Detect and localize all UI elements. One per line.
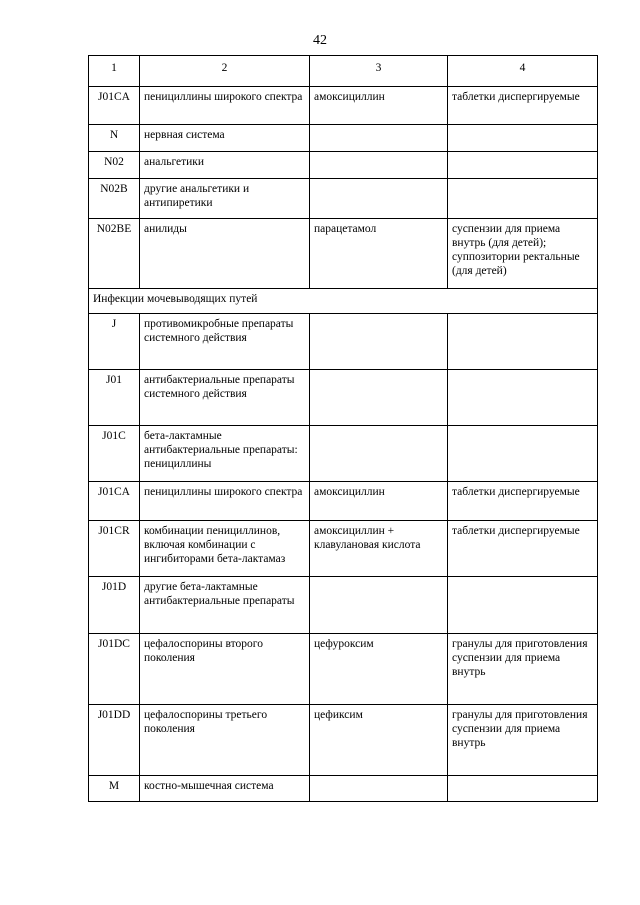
form-cell — [448, 179, 598, 219]
group-cell: цефалоспорины третьего поколения — [140, 705, 310, 776]
table-row — [89, 314, 598, 370]
form-cell: гранулы для приготовления суспензии для приема внутрь — [448, 634, 598, 705]
substance-cell: парацетамол — [310, 219, 448, 289]
group-cell: костно-мышечная система — [140, 776, 310, 802]
group-cell: нервная система — [140, 125, 310, 152]
form-cell: таблетки диспергируемые — [448, 482, 598, 521]
atc-code-cell: J01DD — [89, 705, 140, 776]
atc-code-cell: J01 — [89, 370, 140, 426]
substance-cell: цефуроксим — [310, 634, 448, 705]
substance-cell — [310, 426, 448, 482]
group-cell: противомикробные препараты системного действия — [140, 314, 310, 370]
drug-table — [88, 55, 598, 802]
form-cell — [448, 577, 598, 634]
form-cell: суспензии для приема внутрь (для детей); суппозитории ректальные (для детей) — [448, 219, 598, 289]
substance-cell: амоксициллин + клавулановая кислота — [310, 521, 448, 577]
atc-code-cell: N — [89, 125, 140, 152]
table-row — [89, 705, 598, 776]
header-col-3: 3 — [310, 56, 448, 87]
group-cell: цефалоспорины второго поколения — [140, 634, 310, 705]
header-col-1: 1 — [89, 56, 140, 87]
atc-code-cell: J01CA — [89, 482, 140, 521]
substance-cell: амоксициллин — [310, 482, 448, 521]
substance-cell — [310, 314, 448, 370]
substance-cell — [310, 776, 448, 802]
form-cell: гранулы для приготовления суспензии для приема внутрь — [448, 705, 598, 776]
table-row — [89, 776, 598, 802]
form-cell — [448, 426, 598, 482]
substance-cell — [310, 179, 448, 219]
group-cell: пенициллины широкого спектра — [140, 482, 310, 521]
substance-cell — [310, 370, 448, 426]
table-row — [89, 179, 598, 219]
atc-code-cell: J01D — [89, 577, 140, 634]
header-col-4: 4 — [448, 56, 598, 87]
substance-cell — [310, 577, 448, 634]
atc-code-cell: J01CR — [89, 521, 140, 577]
substance-cell — [310, 125, 448, 152]
table-row — [89, 634, 598, 705]
substance-cell — [310, 152, 448, 179]
form-cell — [448, 370, 598, 426]
header-col-2: 2 — [140, 56, 310, 87]
form-cell — [448, 152, 598, 179]
table-row — [89, 370, 598, 426]
form-cell: таблетки диспергируемые — [448, 87, 598, 125]
table-row — [89, 87, 598, 125]
form-cell — [448, 776, 598, 802]
substance-cell: амоксициллин — [310, 87, 448, 125]
section-row — [89, 289, 598, 314]
atc-code-cell: N02B — [89, 179, 140, 219]
group-cell: анилиды — [140, 219, 310, 289]
form-cell — [448, 314, 598, 370]
table-row — [89, 426, 598, 482]
atc-code-cell: N02 — [89, 152, 140, 179]
group-cell: анальгетики — [140, 152, 310, 179]
group-cell: пенициллины широкого спектра — [140, 87, 310, 125]
atc-code-cell: J01C — [89, 426, 140, 482]
atc-code-cell: J01CA — [89, 87, 140, 125]
atc-code-cell: J — [89, 314, 140, 370]
group-cell: другие бета-лактамные антибактериальные препараты — [140, 577, 310, 634]
form-cell: таблетки диспергируемые — [448, 521, 598, 577]
table-row — [89, 482, 598, 521]
group-cell: антибактериальные препараты системного действия — [140, 370, 310, 426]
atc-code-cell: N02BE — [89, 219, 140, 289]
group-cell: комбинации пенициллинов, включая комбинации с ингибиторами бета-лактамаз — [140, 521, 310, 577]
group-cell: другие анальгетики и антипиретики — [140, 179, 310, 219]
drug-table-body — [89, 56, 598, 802]
form-cell — [448, 125, 598, 152]
table-row — [89, 577, 598, 634]
table-row — [89, 219, 598, 289]
table-row — [89, 521, 598, 577]
substance-cell: цефиксим — [310, 705, 448, 776]
group-cell: бета-лактамные антибактериальные препараты: пенициллины — [140, 426, 310, 482]
atc-code-cell: J01DC — [89, 634, 140, 705]
atc-code-cell: M — [89, 776, 140, 802]
table-header-row — [89, 56, 598, 87]
section-heading: Инфекции мочевыводящих путей — [89, 289, 598, 314]
table-row — [89, 125, 598, 152]
page-number: 42 — [313, 33, 327, 48]
table-row — [89, 152, 598, 179]
